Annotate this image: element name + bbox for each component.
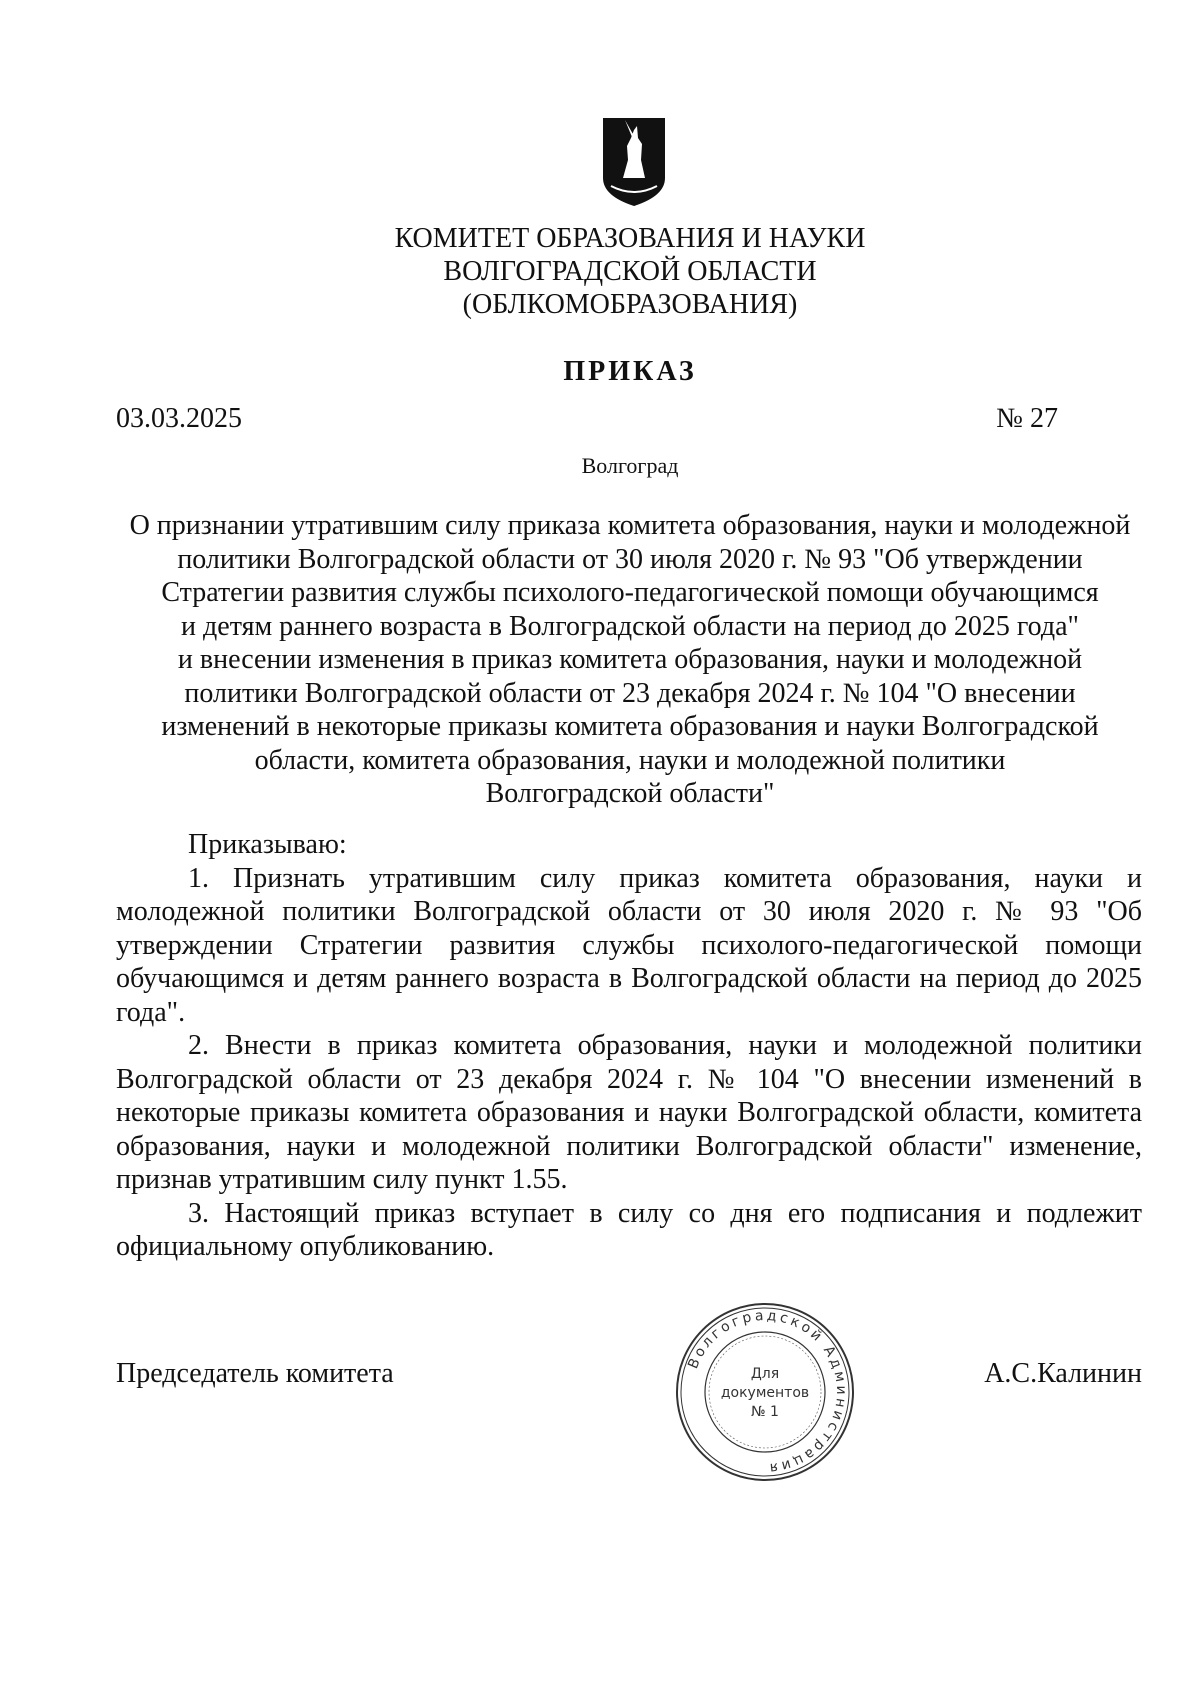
stamp-center-line-3: № 1 — [751, 1404, 779, 1420]
organization-name — [200, 222, 1060, 321]
document-subject — [100, 509, 1160, 811]
subject-line: изменений в некоторые приказы комитета образования и науки Волгоградской — [161, 711, 1099, 742]
document-type: ПРИКАЗ — [563, 356, 697, 387]
order-item-2: 2. Внести в приказ комитета образования, науки и молодежной политики Волгоградской области от 23 декабря 2024 г. № 104 "О внесении изменений в некоторые приказы комитета образования и науки Волгоградской области, комитета образования, науки и молодежной политики Волгоградской области" изменение, признав утратившим силу пункт 1.55. — [116, 1030, 1142, 1195]
stamp-center-line-2: документов — [720, 1385, 810, 1401]
official-stamp-icon — [673, 1300, 857, 1484]
signatory-title: Председатель комитета — [116, 1358, 394, 1389]
subject-line: О признании утратившим силу приказа комитета образования, науки и молодежной — [129, 510, 1131, 541]
document-city: Волгоград — [581, 453, 679, 478]
stamp-ring-text: Волгоградской Администрация — [685, 1307, 850, 1477]
subject-line: Волгоградской области" — [485, 778, 775, 809]
document-date: 03.03.2025 — [116, 403, 242, 434]
subject-line: политики Волгоградской области от 30 июля 2020 г. № 93 "Об утверждении — [177, 543, 1083, 575]
subject-line: политики Волгоградской области от 23 декабря 2024 г. № 104 "О внесении — [184, 677, 1076, 709]
subject-line: и детям раннего возраста в Волгоградской области на период до 2025 года" — [181, 610, 1079, 642]
org-line-3: (ОБЛКОМОБРАЗОВАНИЯ) — [462, 289, 798, 320]
org-line-1: КОМИТЕТ ОБРАЗОВАНИЯ И НАУКИ — [394, 223, 866, 254]
order-item-1: 1. Признать утратившим силу приказ комитета образования, науки и молодежной политики Волгоградской области от 30 июля 2020 г. № 93 "Об утверждении Стратегии развития службы психолого-педагогической помощи обучающимся и детям раннего возраста в Волгоградской области на период до 2025 года". — [116, 862, 1142, 1028]
subject-line: Стратегии развития службы психолого-педагогической помощи обучающимся — [161, 577, 1099, 608]
document-body — [116, 828, 1142, 1264]
signatory-name: А.С.Калинин — [984, 1358, 1142, 1389]
coat-of-arms-icon — [601, 116, 667, 208]
stamp-center-line-1: Для — [750, 1366, 780, 1382]
document-number: № 27 — [996, 403, 1058, 434]
subject-line: области, комитета образования, науки и молодежной политики — [254, 744, 1006, 776]
subject-line: и внесении изменения в приказ комитета образования, науки и молодежной — [177, 644, 1083, 675]
order-lead: Приказываю: — [188, 829, 347, 860]
order-item-3: 3. Настоящий приказ вступает в силу со дня его подписания и подлежит официальному опубликованию. — [116, 1197, 1142, 1262]
org-line-2: ВОЛГОГРАДСКОЙ ОБЛАСТИ — [443, 256, 817, 287]
